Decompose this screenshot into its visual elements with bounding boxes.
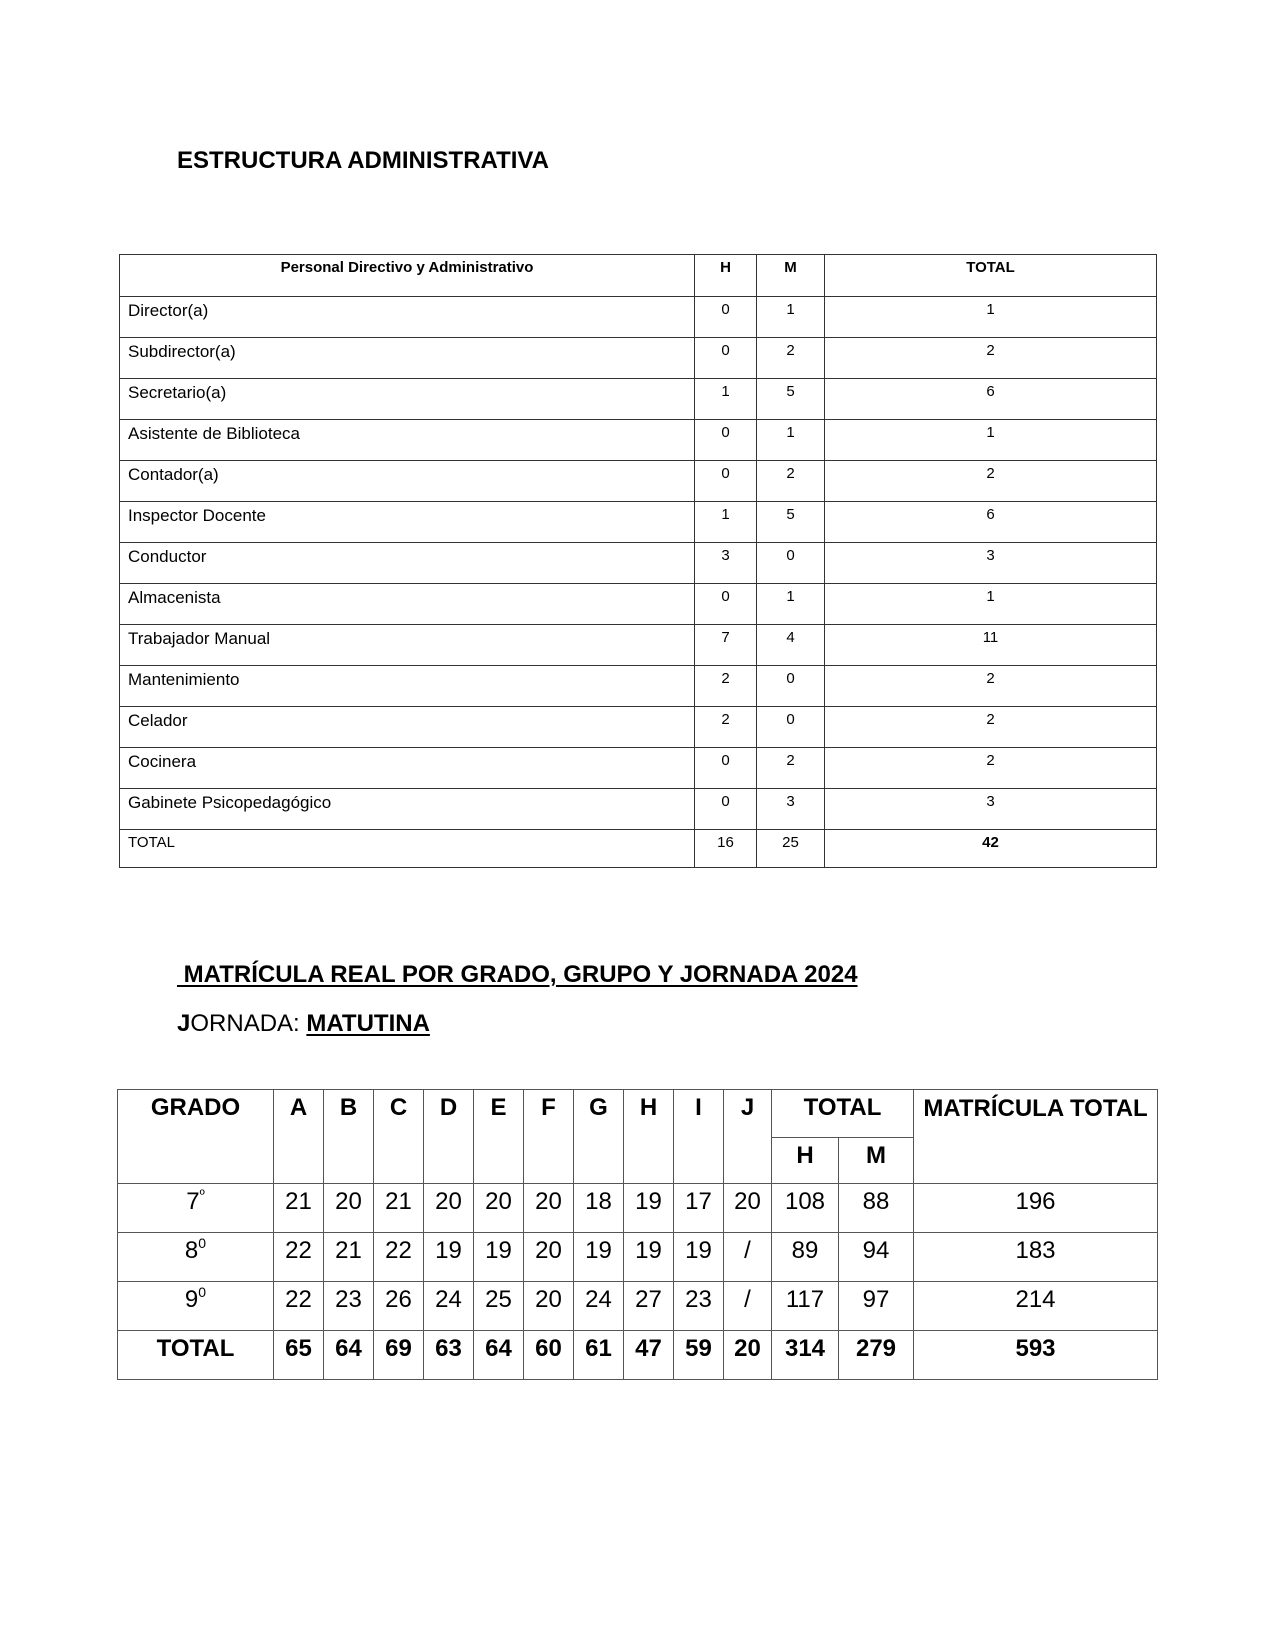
role-label: Contador(a) <box>120 461 695 502</box>
matricula-table <box>117 1089 1158 1380</box>
count-m: 2 <box>757 748 825 789</box>
total-h: 16 <box>695 830 757 868</box>
role-label: Almacenista <box>120 584 695 625</box>
total-label: TOTAL <box>120 830 695 868</box>
count-m: 5 <box>757 502 825 543</box>
group-count: 19 <box>674 1233 724 1282</box>
role-label: Conductor <box>120 543 695 584</box>
role-label: Inspector Docente <box>120 502 695 543</box>
count-total: 6 <box>825 379 1157 420</box>
table-row <box>120 420 1157 461</box>
group-count: 20 <box>724 1184 772 1233</box>
total-m: 94 <box>839 1233 914 1282</box>
grado-cell <box>118 1233 274 1282</box>
count-h: 0 <box>695 789 757 830</box>
group-count: 20 <box>474 1184 524 1233</box>
total-row <box>120 830 1157 868</box>
role-label: Director(a) <box>120 297 695 338</box>
group-total: 63 <box>424 1331 474 1380</box>
role-label: Subdirector(a) <box>120 338 695 379</box>
header-group-a: A <box>274 1090 324 1184</box>
count-m: 1 <box>757 420 825 461</box>
header-group-i: I <box>674 1090 724 1184</box>
role-label: Secretario(a) <box>120 379 695 420</box>
header-total-m: M <box>839 1138 914 1184</box>
count-h: 0 <box>695 461 757 502</box>
table-row <box>120 502 1157 543</box>
group-count: 22 <box>274 1233 324 1282</box>
total-m: 97 <box>839 1282 914 1331</box>
role-label: Celador <box>120 707 695 748</box>
group-count: 21 <box>374 1184 424 1233</box>
jornada-line <box>177 1010 430 1038</box>
count-h: 0 <box>695 338 757 379</box>
count-h: 0 <box>695 297 757 338</box>
group-total: 65 <box>274 1331 324 1380</box>
grado-mark: º <box>199 1186 205 1202</box>
table-header-row <box>120 255 1157 297</box>
header-group-f: F <box>524 1090 574 1184</box>
table-row <box>118 1282 1158 1331</box>
table-row <box>120 707 1157 748</box>
count-total: 2 <box>825 338 1157 379</box>
personal-table <box>119 254 1157 868</box>
total-h: 89 <box>772 1233 839 1282</box>
group-count: 20 <box>524 1282 574 1331</box>
jornada-label-rest: ORNADA: <box>190 1010 307 1037</box>
total-h: 108 <box>772 1184 839 1233</box>
matricula-total: 183 <box>914 1233 1158 1282</box>
total-h: 117 <box>772 1282 839 1331</box>
grado-cell <box>118 1282 274 1331</box>
grado-mark: 0 <box>198 1235 207 1251</box>
count-h: 1 <box>695 502 757 543</box>
table-row <box>120 338 1157 379</box>
total-label: TOTAL <box>118 1331 274 1380</box>
group-total: 20 <box>724 1331 772 1380</box>
grado-number: 7 <box>186 1188 200 1215</box>
group-total: 47 <box>624 1331 674 1380</box>
role-label: Trabajador Manual <box>120 625 695 666</box>
header-group-c: C <box>374 1090 424 1184</box>
count-h: 0 <box>695 748 757 789</box>
role-label: Cocinera <box>120 748 695 789</box>
group-total: 59 <box>674 1331 724 1380</box>
table-row <box>120 625 1157 666</box>
group-count: 19 <box>624 1184 674 1233</box>
group-count: 20 <box>424 1184 474 1233</box>
table-row <box>120 461 1157 502</box>
header-grado: GRADO <box>118 1090 274 1184</box>
group-count: 19 <box>424 1233 474 1282</box>
header-matricula-total: MATRÍCULA TOTAL <box>914 1090 1158 1184</box>
count-h: 3 <box>695 543 757 584</box>
count-m: 5 <box>757 379 825 420</box>
total-m: 25 <box>757 830 825 868</box>
group-count: 21 <box>324 1233 374 1282</box>
group-count: 26 <box>374 1282 424 1331</box>
matricula-total: 214 <box>914 1282 1158 1331</box>
total-m: 88 <box>839 1184 914 1233</box>
jornada-value: MATUTINA <box>306 1010 430 1037</box>
grado-number: 8 <box>184 1237 199 1264</box>
count-total: 2 <box>825 461 1157 502</box>
count-m: 0 <box>757 543 825 584</box>
table-row <box>120 543 1157 584</box>
count-h: 1 <box>695 379 757 420</box>
header-total: TOTAL <box>825 255 1157 297</box>
group-count: 23 <box>324 1282 374 1331</box>
count-total: 6 <box>825 502 1157 543</box>
section-title-estructura: ESTRUCTURA ADMINISTRATIVA <box>177 147 549 174</box>
header-personal: Personal Directivo y Administrativo <box>120 255 695 297</box>
total-h: 314 <box>772 1331 839 1380</box>
count-total: 3 <box>825 789 1157 830</box>
count-m: 2 <box>757 338 825 379</box>
count-h: 2 <box>695 707 757 748</box>
header-total-h: H <box>772 1138 839 1184</box>
role-label: Asistente de Biblioteca <box>120 420 695 461</box>
count-total: 1 <box>825 420 1157 461</box>
role-label: Mantenimiento <box>120 666 695 707</box>
group-count: 23 <box>674 1282 724 1331</box>
grado-number: 9 <box>184 1286 199 1313</box>
table-row <box>120 748 1157 789</box>
grand-total: 42 <box>825 830 1157 868</box>
table-row <box>120 297 1157 338</box>
count-total: 1 <box>825 584 1157 625</box>
jornada-label-first: J <box>177 1010 191 1037</box>
grado-mark: 0 <box>198 1284 207 1300</box>
group-count: 22 <box>274 1282 324 1331</box>
group-total: 69 <box>374 1331 424 1380</box>
group-count: 20 <box>524 1233 574 1282</box>
matricula-grand-total: 593 <box>914 1331 1158 1380</box>
group-count: 20 <box>324 1184 374 1233</box>
table-header-row <box>118 1090 1158 1138</box>
header-h: H <box>695 255 757 297</box>
grado-cell <box>118 1184 274 1233</box>
header-group-b: B <box>324 1090 374 1184</box>
group-count: 22 <box>374 1233 424 1282</box>
header-group-d: D <box>424 1090 474 1184</box>
group-count: 24 <box>574 1282 624 1331</box>
total-m: 279 <box>839 1331 914 1380</box>
count-m: 3 <box>757 789 825 830</box>
header-group-g: G <box>574 1090 624 1184</box>
group-count: 19 <box>574 1233 624 1282</box>
count-h: 2 <box>695 666 757 707</box>
section-title-matricula: MATRÍCULA REAL POR GRADO, GRUPO Y JORNADA 2024 <box>177 961 858 988</box>
header-group-j: J <box>724 1090 772 1184</box>
count-m: 0 <box>757 666 825 707</box>
count-total: 2 <box>825 748 1157 789</box>
table-row <box>120 584 1157 625</box>
group-total: 61 <box>574 1331 624 1380</box>
table-row <box>120 789 1157 830</box>
count-total: 2 <box>825 666 1157 707</box>
count-total: 11 <box>825 625 1157 666</box>
group-total: 64 <box>324 1331 374 1380</box>
count-total: 3 <box>825 543 1157 584</box>
matricula-total: 196 <box>914 1184 1158 1233</box>
count-h: 0 <box>695 584 757 625</box>
group-count: / <box>724 1233 772 1282</box>
group-count: 25 <box>474 1282 524 1331</box>
count-h: 7 <box>695 625 757 666</box>
group-total: 64 <box>474 1331 524 1380</box>
group-count: 17 <box>674 1184 724 1233</box>
count-total: 2 <box>825 707 1157 748</box>
table-row <box>118 1233 1158 1282</box>
header-total: TOTAL <box>772 1090 914 1138</box>
count-m: 2 <box>757 461 825 502</box>
header-group-h: H <box>624 1090 674 1184</box>
count-m: 4 <box>757 625 825 666</box>
group-count: 20 <box>524 1184 574 1233</box>
table-row <box>118 1184 1158 1233</box>
table-row <box>120 666 1157 707</box>
table-row <box>120 379 1157 420</box>
count-total: 1 <box>825 297 1157 338</box>
group-count: 27 <box>624 1282 674 1331</box>
count-h: 0 <box>695 420 757 461</box>
count-m: 1 <box>757 584 825 625</box>
header-m: M <box>757 255 825 297</box>
count-m: 0 <box>757 707 825 748</box>
header-group-e: E <box>474 1090 524 1184</box>
group-count: 19 <box>474 1233 524 1282</box>
group-total: 60 <box>524 1331 574 1380</box>
role-label: Gabinete Psicopedagógico <box>120 789 695 830</box>
total-row <box>118 1331 1158 1380</box>
count-m: 1 <box>757 297 825 338</box>
group-count: 21 <box>274 1184 324 1233</box>
group-count: 18 <box>574 1184 624 1233</box>
group-count: / <box>724 1282 772 1331</box>
group-count: 24 <box>424 1282 474 1331</box>
group-count: 19 <box>624 1233 674 1282</box>
